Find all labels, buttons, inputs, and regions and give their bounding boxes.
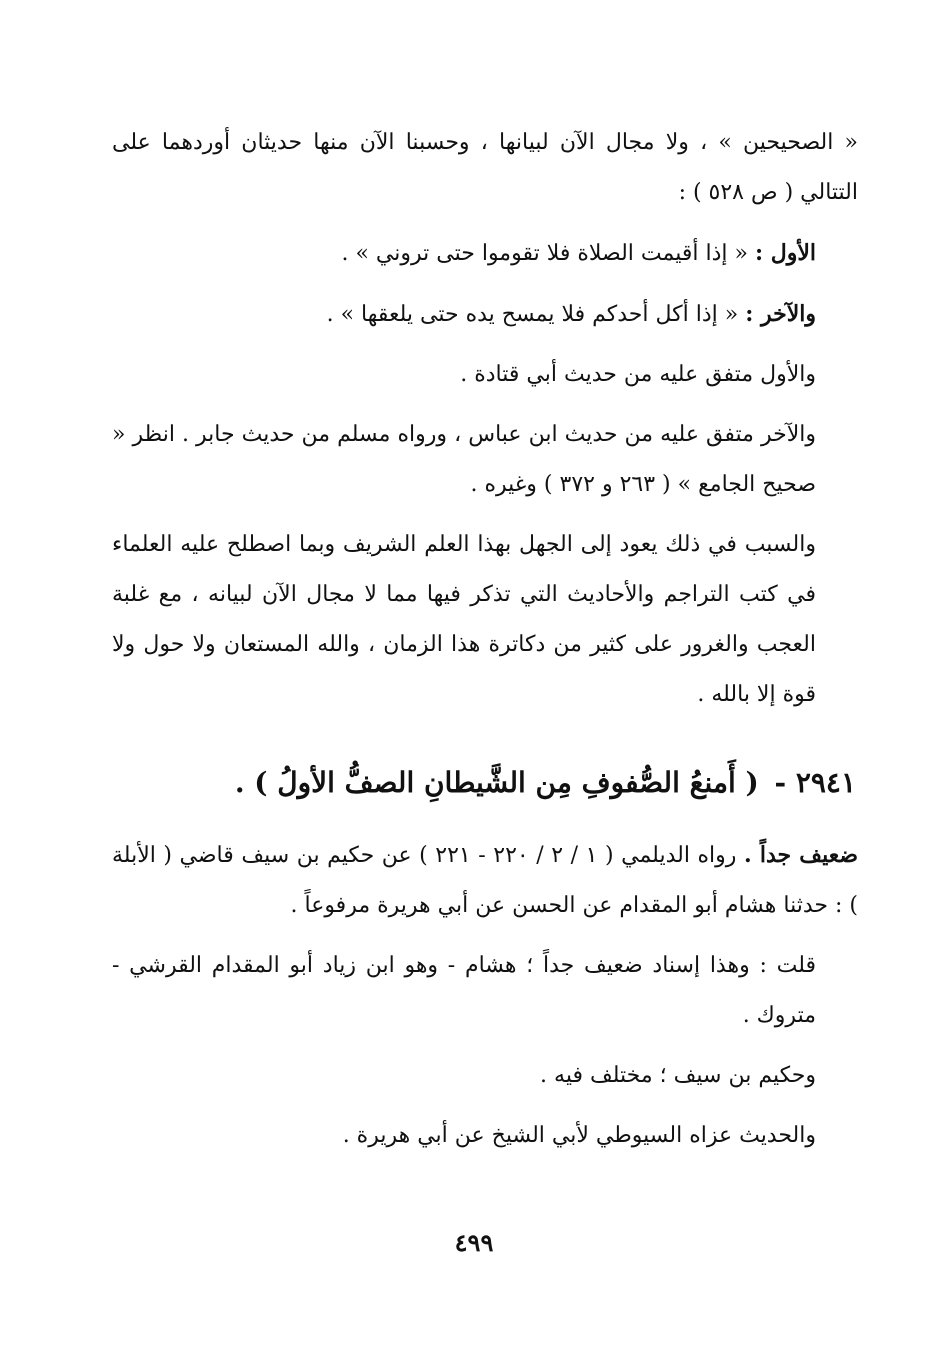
hadith-number: ٢٩٤١ - — [774, 766, 856, 799]
paragraph-sahihayn: « الصحيحين » ، ولا مجال الآن لبيانها ، وحسبنا الآن منها حديثان أوردهما على التتالي ( ص ٥٢٨ ) : — [112, 130, 858, 205]
hadith-heading — [112, 758, 858, 808]
paragraph-first-hadith — [112, 228, 858, 279]
second-hadith-text: « إذا أكل أحدكم فلا يمسح يده حتى يلعقها » . — [326, 302, 739, 327]
paragraph-second-hadith — [112, 289, 858, 340]
paragraph-reason: والسبب في ذلك يعود إلى الجهل بهذا العلم الشريف وبما اصطلح عليه العلماء في كتب التراجم والأحاديث التي تذكر فيها مما لا مجال الآن لبيانه ، مع غلبة العجب والغرور على كثير من دكاترة هذا الزمان ، والله المستعان ولا حول ولا قوة إلا بالله . — [112, 532, 816, 707]
first-hadith-text: « إذا أقيمت الصلاة فلا تقوموا حتى تروني » . — [341, 241, 748, 266]
grading-text: رواه الديلمي ( ١ / ٢ / ٢٢٠ - ٢٢١ ) عن حكيم بن سيف قاضي ( الأبلة ) : حدثنا هشام أبو المقدام عن الحسن عن أبي هريرة مرفوعاً . — [112, 843, 858, 918]
hadith-title: ( أَمنعُ الصُّفوفِ مِن الشَّيطانِ الصفُّ الأولُ ) . — [234, 766, 759, 799]
paragraph-hakim: وحكيم بن سيف ؛ مختلف فيه . — [540, 1063, 816, 1088]
page-number: ٤٩٩ — [454, 1228, 494, 1257]
paragraph-isnad: قلت : وهذا إسناد ضعيف جداً ؛ هشام - وهو ابن زياد أبو المقدام القرشي - متروك . — [112, 953, 816, 1028]
paragraph-grading — [112, 830, 858, 931]
paragraph-suyuti: والحديث عزاه السيوطي لأبي الشيخ عن أبي هريرة . — [342, 1123, 816, 1148]
paragraph-second-source: والآخر متفق عليه من حديث ابن عباس ، ورواه مسلم من حديث جابر . انظر « صحيح الجامع » ( ٢٦٣ و ٣٧٢ ) وغيره . — [112, 422, 816, 497]
grading-label: ضعيف جداً . — [743, 842, 859, 868]
first-label: الأول : — [754, 240, 816, 266]
second-label: والآخر : — [745, 301, 816, 327]
paragraph-first-source: والأول متفق عليه من حديث أبي قتادة . — [460, 362, 816, 387]
